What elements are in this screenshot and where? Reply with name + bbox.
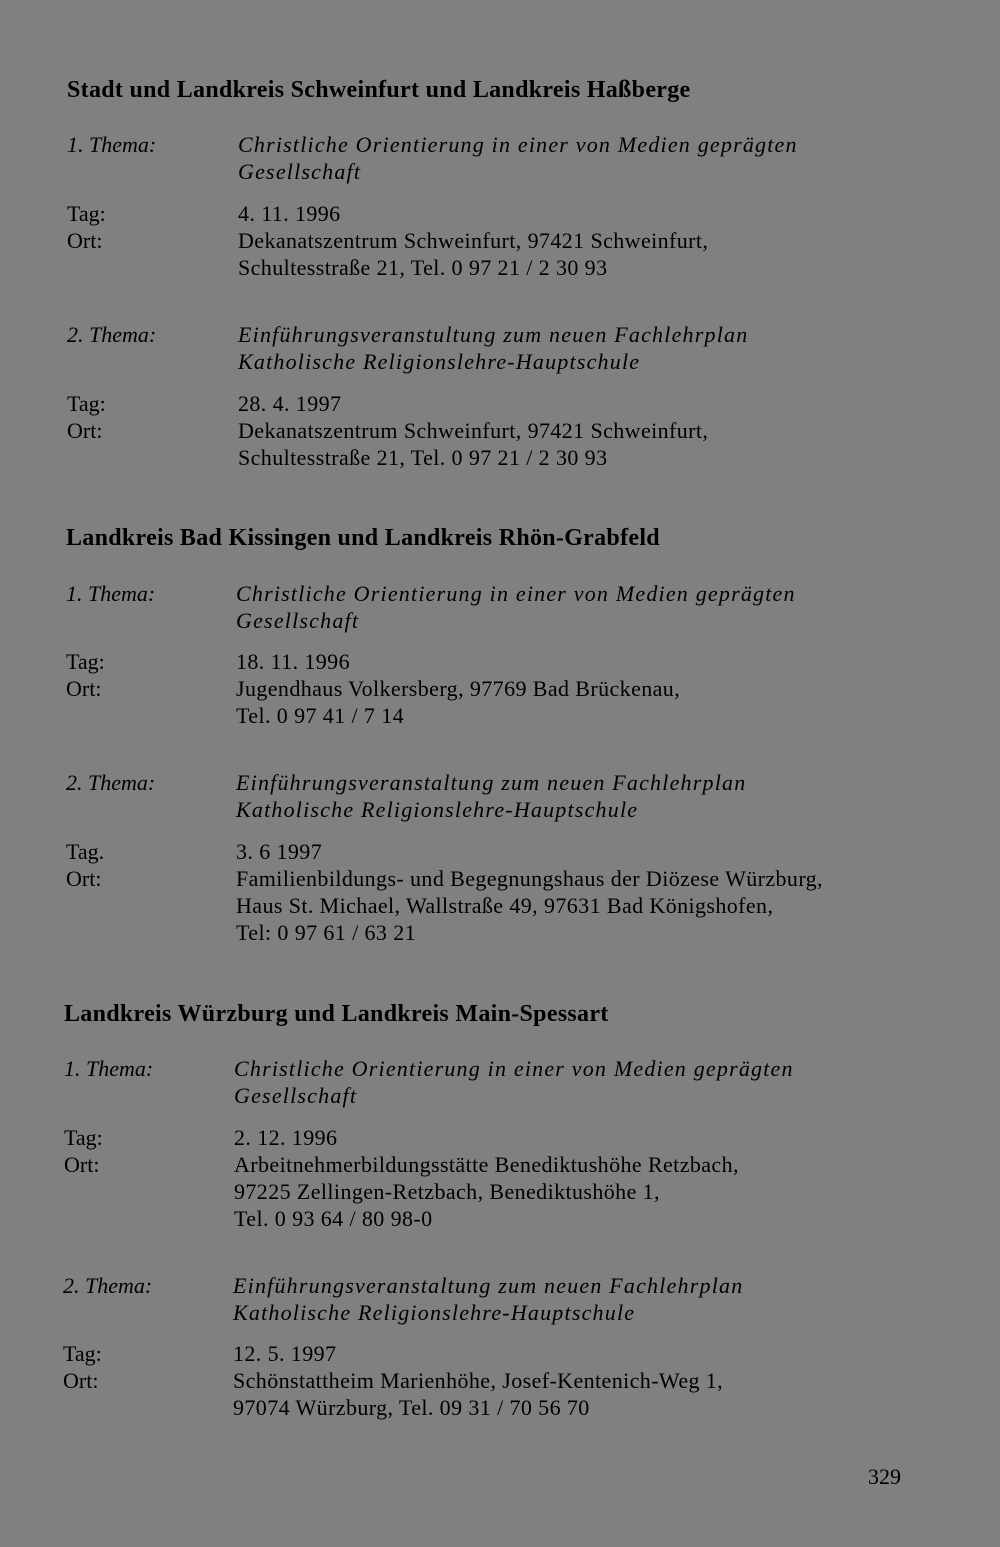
ort-line: Tel. 0 93 64 / 80 98-0 (234, 1206, 433, 1231)
tag-value: 28. 4. 1997 (238, 391, 342, 416)
thema-label: 2. Thema: (67, 322, 157, 347)
tag-value: 4. 11. 1996 (238, 201, 341, 226)
ort-label: Ort: (66, 676, 102, 701)
thema-line: Einführungsveranstaltung zum neuen Fachlehrplan (236, 770, 747, 795)
ort-label: Ort: (63, 1368, 99, 1393)
thema-line: Einführungsveranstaltung zum neuen Fachlehrplan (233, 1273, 744, 1298)
ort-label: Ort: (64, 1152, 100, 1177)
ort-line: Schönstattheim Marienhöhe, Josef-Kentenich-Weg 1, (233, 1368, 724, 1393)
ort-label: Ort: (67, 418, 103, 443)
thema-line: Gesellschaft (238, 159, 362, 184)
tag-value: 3. 6 1997 (236, 839, 323, 864)
thema-label: 1. Thema: (67, 132, 157, 157)
ort-line: 97074 Würzburg, Tel. 09 31 / 70 56 70 (233, 1395, 590, 1420)
tag-label: Tag: (64, 1125, 103, 1150)
section-heading: Landkreis Würzburg und Landkreis Main-Spessart (64, 1001, 609, 1027)
thema-label: 1. Thema: (64, 1056, 154, 1081)
page-number: 329 (868, 1464, 901, 1489)
thema-line: Christliche Orientierung in einer von Medien geprägten (234, 1056, 794, 1081)
thema-line: Katholische Religionslehre-Hauptschule (236, 797, 639, 822)
thema-line: Katholische Religionslehre-Hauptschule (238, 349, 641, 374)
section-heading: Stadt und Landkreis Schweinfurt und Landkreis Haßberge (67, 77, 691, 103)
tag-value: 18. 11. 1996 (236, 649, 350, 674)
ort-line: Schultesstraße 21, Tel. 0 97 21 / 2 30 93 (238, 445, 608, 470)
ort-line: Dekanatszentrum Schweinfurt, 97421 Schweinfurt, (238, 228, 709, 253)
thema-line: Einführungsveranstultung zum neuen Fachlehrplan (238, 322, 749, 347)
ort-line: Jugendhaus Volkersberg, 97769 Bad Brückenau, (236, 676, 681, 701)
thema-label: 2. Thema: (63, 1273, 153, 1298)
tag-label: Tag: (66, 649, 105, 674)
ort-line: Tel. 0 97 41 / 7 14 (236, 703, 404, 728)
ort-line: Familienbildungs- und Begegnungshaus der Diözese Würzburg, (236, 866, 823, 891)
thema-line: Gesellschaft (236, 608, 360, 633)
thema-line: Christliche Orientierung in einer von Medien geprägten (236, 581, 796, 606)
tag-value: 2. 12. 1996 (234, 1125, 338, 1150)
section-heading: Landkreis Bad Kissingen und Landkreis Rhön-Grabfeld (66, 525, 660, 551)
ort-label: Ort: (66, 866, 102, 891)
tag-label: Tag: (63, 1341, 102, 1366)
thema-label: 2. Thema: (66, 770, 156, 795)
ort-line: Haus St. Michael, Wallstraße 49, 97631 Bad Königshofen, (236, 893, 774, 918)
thema-line: Katholische Religionslehre-Hauptschule (233, 1300, 636, 1325)
tag-label: Tag: (67, 201, 106, 226)
thema-line: Gesellschaft (234, 1083, 358, 1108)
thema-label: 1. Thema: (66, 581, 156, 606)
ort-line: Arbeitnehmerbildungsstätte Benediktushöhe Retzbach, (234, 1152, 739, 1177)
tag-label: Tag: (67, 391, 106, 416)
ort-label: Ort: (67, 228, 103, 253)
ort-line: Schultesstraße 21, Tel. 0 97 21 / 2 30 93 (238, 255, 608, 280)
ort-line: 97225 Zellingen-Retzbach, Benediktushöhe 1, (234, 1179, 660, 1204)
ort-line: Tel: 0 97 61 / 63 21 (236, 920, 417, 945)
ort-line: Dekanatszentrum Schweinfurt, 97421 Schweinfurt, (238, 418, 709, 443)
tag-label: Tag. (66, 839, 105, 864)
tag-value: 12. 5. 1997 (233, 1341, 337, 1366)
thema-line: Christliche Orientierung in einer von Medien geprägten (238, 132, 798, 157)
